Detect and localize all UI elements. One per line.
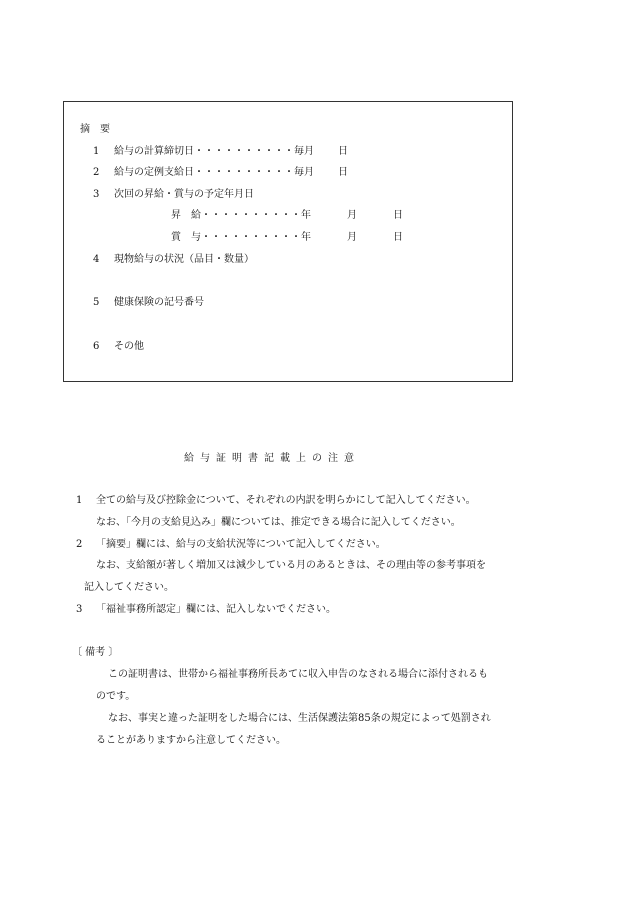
summary-item-2-day: 日 bbox=[338, 167, 348, 178]
summary-item-5-number: 5 bbox=[93, 297, 100, 308]
raise-month: 月 bbox=[347, 210, 357, 221]
summary-item-3-number: 3 bbox=[93, 189, 100, 200]
notes-title: 給与証明書記載上の注意 bbox=[184, 453, 360, 464]
remarks-line-3: なお、事実と違った証明をした場合には、生活保護法第85条の規定によって処罰され bbox=[108, 713, 491, 724]
remarks-heading: 〔 備考 〕 bbox=[72, 647, 119, 658]
summary-item-1-number: 1 bbox=[93, 146, 100, 157]
summary-item-1-day: 日 bbox=[338, 146, 348, 157]
note-3-line-1: 「福祉事務所認定」欄には、記入しないでください。 bbox=[96, 604, 336, 615]
remarks-line-4: ることがありますから注意してください。 bbox=[96, 735, 286, 746]
remarks-line-1: この証明書は、世帯から福祉事務所長あてに収入申告のなされる場合に添付されるも bbox=[108, 669, 488, 680]
bonus-month: 月 bbox=[347, 232, 357, 243]
summary-item-6-number: 6 bbox=[93, 341, 100, 352]
bonus-label: 賞 与・・・・・・・・・・ bbox=[171, 232, 301, 243]
summary-item-2-number: 2 bbox=[93, 167, 100, 178]
bonus-year: 年 bbox=[301, 232, 311, 243]
summary-item-4-number: 4 bbox=[93, 254, 100, 265]
note-2-line-3: 記入してください。 bbox=[84, 582, 174, 593]
raise-day: 日 bbox=[393, 210, 403, 221]
note-1-line-1: 全ての給与及び控除金について、それぞれの内訳を明らかにして記入してください。 bbox=[96, 495, 476, 506]
remarks-line-2: のです。 bbox=[96, 691, 136, 702]
summary-item-1-label: 給与の計算締切日・・・・・・・・・・毎月 bbox=[114, 146, 314, 157]
note-2-line-1: 「摘要」欄には、給与の支給状況等について記入してください。 bbox=[96, 539, 386, 550]
note-1-line-2: なお、「今月の支給見込み」欄については、推定できる場合に記入してください。 bbox=[96, 517, 461, 528]
summary-item-2-label: 給与の定例支給日・・・・・・・・・・毎月 bbox=[114, 167, 314, 178]
note-2-line-2: なお、支給額が著しく増加又は減少している月のあるときは、その理由等の参考事項を bbox=[96, 560, 486, 571]
bonus-day: 日 bbox=[393, 232, 403, 243]
summary-heading: 摘 要 bbox=[80, 124, 110, 135]
summary-item-4-label: 現物給与の状況（品目・数量） bbox=[114, 254, 254, 265]
note-1-number: 1 bbox=[76, 495, 83, 506]
raise-label: 昇 給・・・・・・・・・・ bbox=[171, 210, 301, 221]
summary-item-6-label: その他 bbox=[114, 341, 144, 352]
summary-item-5-label: 健康保険の記号番号 bbox=[114, 297, 204, 308]
note-3-number: 3 bbox=[76, 604, 83, 615]
raise-year: 年 bbox=[301, 210, 311, 221]
note-2-number: 2 bbox=[76, 539, 83, 550]
summary-item-3-label: 次回の昇給・賞与の予定年月日 bbox=[114, 189, 254, 200]
